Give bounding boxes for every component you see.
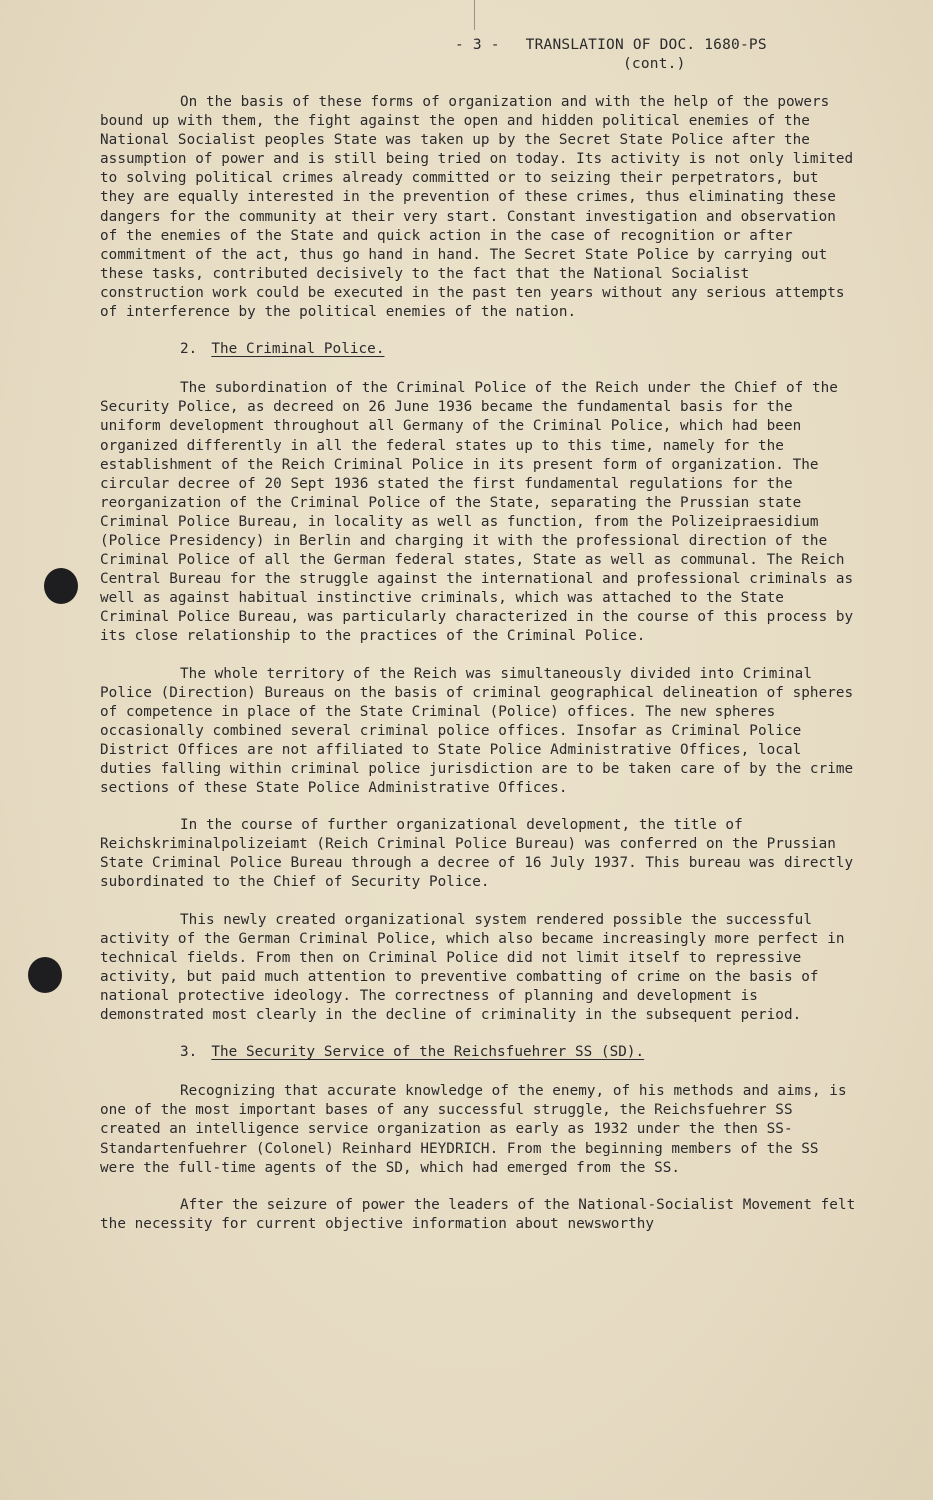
punch-hole [44, 568, 78, 604]
paragraph-territory: The whole territory of the Reich was simultaneously divided into Criminal Police (Direction) Bureaus on the basis of criminal geographical delineation of spheres of competence in place of the State Criminal (Police) offices. The new spheres occasionally combined several criminal police offices. Insofar as Criminal Police District Offices are not affiliated to State Police Administrative Offices, local duties falling within criminal police jurisdiction are to be taken care of by the crime sections of these State Police Administrative Offices. [100, 665, 854, 797]
paragraph-title-conferred: In the course of further organizational development, the title of Reichskriminalpolizeiamt (Reich Criminal Police Bureau) was conferred on the Prussian State Criminal Police Bureau through a decree of 16 July 1937. This bureau was directly subordinated to the Chief of Security Police. [100, 817, 854, 891]
page-number: - 3 - [455, 37, 500, 53]
document-title: TRANSLATION OF DOC. 1680-PS [525, 37, 767, 53]
punch-hole [28, 957, 62, 993]
section-number: 3. [180, 1044, 198, 1061]
paper-mark [474, 0, 475, 30]
continued-label: (cont.) [623, 56, 686, 72]
paragraph-intelligence-service: Recognizing that accurate knowledge of the enemy, of his methods and aims, is one of the most important bases of any successful struggle, the Reichsfuehrer SS created an intelligence service organization as early as 1932 under the then SS-Standartenfuehrer (Colonel) Reinhard HEYDRICH. From the beginning members of the SS were the full-time agents of the SD, which had emerged from the SS. [100, 1083, 847, 1176]
document-body [100, 93, 860, 1252]
paragraph-secret-police: On the basis of these forms of organization and with the help of the powers bound up with them, the fight against the open and hidden political enemies of the National Socialist peoples State was taken up by the Secret State Police after the assumption of power and is still being tried on today. Its activity is not only limited to solving political crimes already committed or to seizing their perpetrators, but they are equally interested in the prevention of these crimes, thus eliminating these dangers for the community at their very start. Constant investigation and observation of the enemies of the State and quick action in the case of recognition or after commitment of the act, thus go hand in hand. The Secret State Police by carrying out these tasks, contributed decisively to the fact that the National Socialist construction work could be executed in the past ten years without any serious attempts of interference by the political enemies of the nation. [100, 94, 854, 321]
section-heading-criminal-police [180, 340, 860, 359]
paragraph-new-system: This newly created organizational system rendered possible the successful activity of the German Criminal Police, which also became increasingly more perfect in technical fields. From then on Criminal Police did not limit itself to repressive activity, but paid much attention to preventive combatting of crime on the basis of national protective ideology. The correctness of planning and development is demonstrated most clearly in the decline of criminality in the subsequent period. [100, 911, 845, 1024]
section-number: 2. [180, 341, 198, 358]
paragraph-subordination: The subordination of the Criminal Police of the Reich under the Chief of the Security Police, as decreed on 26 June 1936 became the fundamental basis for the uniform development throughout all Germany of the Criminal Police, which had been organized differently in all the federal states up to this time, namely for the establishment of the Reich Criminal Police in its present form of organization. The circular decree of 20 Sept 1936 stated the first fundamental regulations for the reorganization of the Criminal Police of the State, separating the Prussian state Criminal Police Bureau, in locality as well as function, from the Polizeipraesidium (Police Presidency) in Berlin and charging it with the professional direction of the Criminal Police of all the German federal states, State as well as communal. The Reich Central Bureau for the struggle against the international and professional criminals as well as against habitual instinctive criminals, which was attached to the State Criminal Police Bureau, was particularly characterized in the course of this process by its close relationship to the practices of the Criminal Police. [100, 380, 854, 645]
page-header [455, 36, 793, 74]
section-title: The Criminal Police. [211, 341, 385, 358]
header-line-2 [455, 55, 793, 74]
paragraph-seizure-of-power: After the seizure of power the leaders of the National-Socialist Movement felt the necessity for current objective information about newsworthy [100, 1196, 856, 1232]
section-title: The Security Service of the Reichsfuehrer SS (SD). [211, 1044, 645, 1061]
section-heading-security-service [180, 1043, 860, 1062]
header-line-1 [455, 36, 793, 55]
